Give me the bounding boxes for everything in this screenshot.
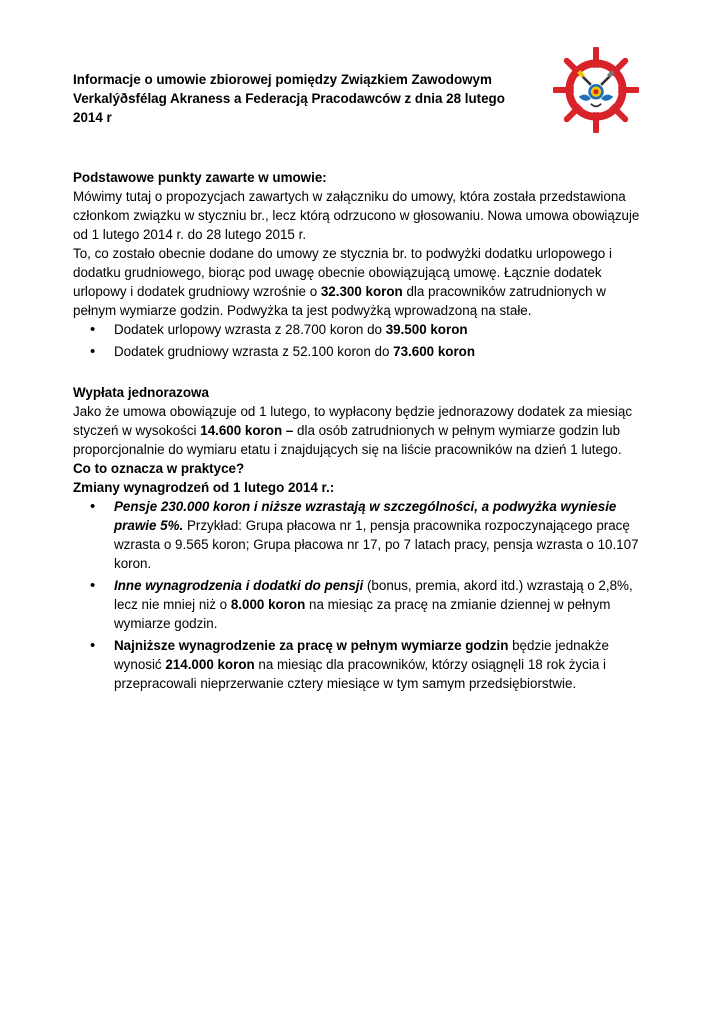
list-item: • Inne wynagrodzenia i dodatki do pensji (bonus, premia, akord itd.) wzrastają o 2,8%, lecz nie mniej niż o 8.000 koron na miesiąc za pracę na zmianie dziennej w pełnym wymiarze godzin. bbox=[73, 576, 645, 633]
title-line-1: Informacje o umowie zbiorowej pomiędzy Związkiem Zawodowym bbox=[73, 72, 492, 87]
paragraph-intro: Mówimy tutaj o propozycjach zawartych w załączniku do umowy, która została przedstawiona członkom związku w styczniu br., lecz którą odrzucono w głosowaniu. Nowa umowa obowiązuje od 1 lutego 2014 r. do 28 lutego 2015 r. bbox=[73, 189, 640, 242]
section-heading-basic-points: Podstawowe punkty zawarte w umowie: bbox=[73, 170, 327, 185]
list-item: • Dodatek grudniowy wzrasta z 52.100 koron do 73.600 koron bbox=[73, 342, 645, 361]
amount-32300: 32.300 koron bbox=[320, 284, 403, 299]
title-line-2: Verkalýðsfélag Akraness a Federacją Pracodawców z dnia 28 lutego 2014 r bbox=[73, 91, 505, 125]
list-item: • Pensje 230.000 koron i niższe wzrastają w szczególności, a podwyżka wyniesie prawie 5%. Przykład: Grupa płacowa nr 1, pensja pracownika rozpoczynającego pracę wzrasta o 9.565 koron; Grupa płacowa nr 17, po 7 latach pracy, pensja wzrasta o 10.107 koron. bbox=[73, 497, 645, 573]
section-heading-one-time-payment: Wypłata jednorazowa bbox=[73, 385, 209, 400]
amount-14600: 14.600 koron – bbox=[200, 423, 294, 438]
list-item: • Dodatek urlopowy wzrasta z 28.700 koron do 39.500 koron bbox=[73, 320, 645, 339]
salary-changes-list bbox=[73, 497, 645, 693]
question-heading: Co to oznacza w praktyce? bbox=[73, 461, 245, 476]
document-body bbox=[73, 70, 645, 696]
paragraph-additions: To, co zostało obecnie dodane do umowy ze stycznia br. to podwyżki dodatku urlopowego i dodatku grudniowego, biorąc pod uwagę obecnie obowiązującą umowę. Łącznie dodatek urlopowy i dodatek grudniowy wzrośnie o 32.300 koron dla pracowników zatrudnionych w pełnym wymiarze godzin. Podwyżka ta jest podwyżką wprowadzoną na stałe. bbox=[73, 246, 612, 318]
paragraph-one-time-payment: Jako że umowa obowiązuje od 1 lutego, to wypłacony będzie jednorazowy dodatek za miesiąc styczeń w wysokości 14.600 koron – dla osób zatrudnionych w pełnym wymiarze godzin lub proporcjonalnie do wymiaru etatu i znajdujących się na liście pracowników na dzień 1 lutego. bbox=[73, 404, 633, 457]
list-item: • Najniższe wynagrodzenie za pracę w pełnym wymiarze godzin będzie jednakże wynosić 214.000 koron na miesiąc dla pracowników, którzy osiągnęli 18 rok życia i przepracowali nieprzerwanie cztery miesiące w tym samym przedsiębiorstwie. bbox=[73, 636, 645, 693]
bonus-list bbox=[73, 320, 645, 361]
document-title bbox=[73, 70, 533, 127]
changes-heading: Zmiany wynagrodzeń od 1 lutego 2014 r.: bbox=[73, 480, 335, 495]
